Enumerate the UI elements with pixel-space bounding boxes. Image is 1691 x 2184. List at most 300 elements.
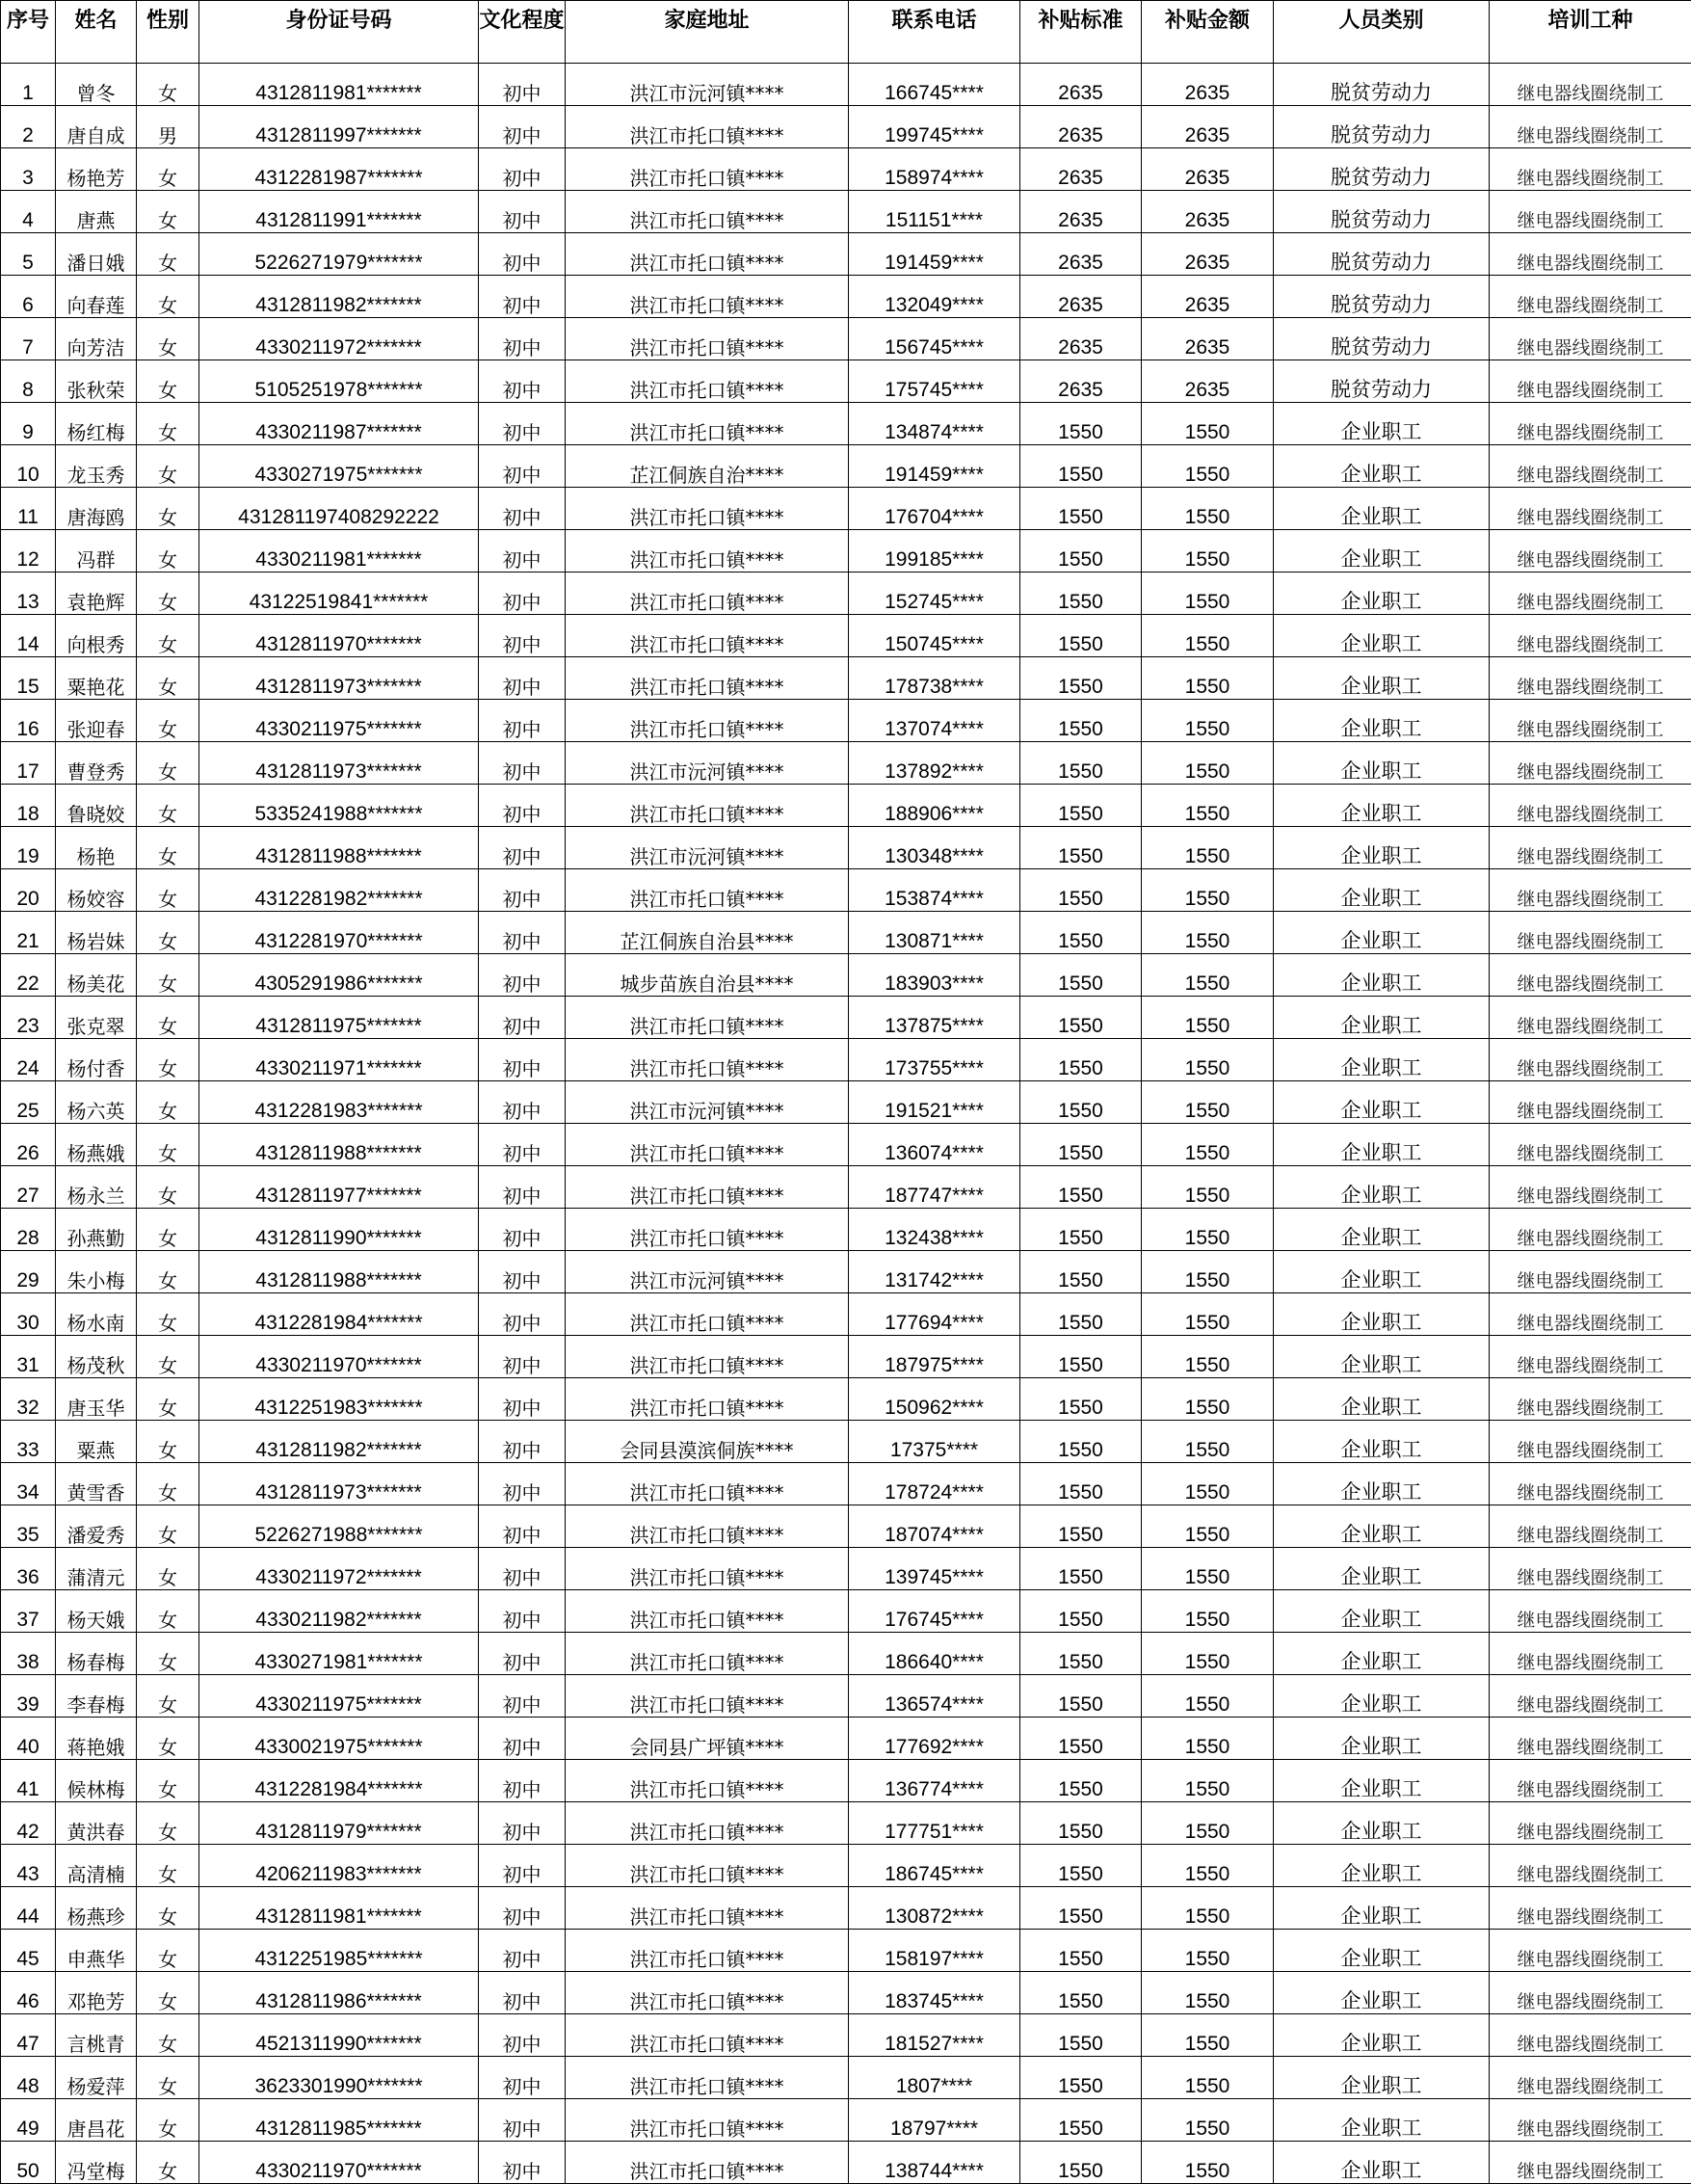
education-cell: 初中 xyxy=(479,530,566,573)
education-cell: 初中 xyxy=(479,954,566,997)
education-cell: 初中 xyxy=(479,1081,566,1124)
education-cell: 初中 xyxy=(479,360,566,403)
subsidy-standard-cell: 2635 xyxy=(1020,276,1142,318)
trade-cell: 继电器线圈绕制工 xyxy=(1490,318,1691,360)
id-number-cell: 43122519841******* xyxy=(199,573,479,615)
trade-cell: 继电器线圈绕制工 xyxy=(1490,1463,1691,1505)
education-cell: 初中 xyxy=(479,1421,566,1463)
trade-cell: 继电器线圈绕制工 xyxy=(1490,403,1691,445)
subsidy-standard-cell: 1550 xyxy=(1020,2142,1142,2184)
trade-cell: 继电器线圈绕制工 xyxy=(1490,1548,1691,1590)
gender-cell: 女 xyxy=(137,700,199,742)
name-cell: 杨六英 xyxy=(56,1081,137,1124)
trade-cell: 继电器线圈绕制工 xyxy=(1490,1972,1691,2014)
subsidy-standard-cell: 1550 xyxy=(1020,997,1142,1039)
gender-cell: 女 xyxy=(137,1421,199,1463)
trade-cell: 继电器线圈绕制工 xyxy=(1490,2099,1691,2142)
table-row xyxy=(1,148,1691,191)
phone-cell: 130348**** xyxy=(849,827,1020,869)
subsidy-standard-cell: 1550 xyxy=(1020,1166,1142,1209)
trade-cell: 继电器线圈绕制工 xyxy=(1490,1209,1691,1251)
subsidy-amount-cell: 1550 xyxy=(1142,657,1274,700)
id-number-cell: 4330211981******* xyxy=(199,530,479,573)
gender-cell: 女 xyxy=(137,869,199,912)
id-number-cell: 4312811973******* xyxy=(199,742,479,785)
address-cell: 洪江市托口镇**** xyxy=(566,1845,849,1887)
category-cell: 企业职工 xyxy=(1274,2099,1490,2142)
education-cell: 初中 xyxy=(479,1039,566,1081)
education-cell: 初中 xyxy=(479,191,566,233)
category-cell: 企业职工 xyxy=(1274,1251,1490,1293)
subsidy-amount-cell: 1550 xyxy=(1142,997,1274,1039)
phone-cell: 158974**** xyxy=(849,148,1020,191)
name-cell: 杨付香 xyxy=(56,1039,137,1081)
education-cell: 初中 xyxy=(479,742,566,785)
name-cell: 粟艳花 xyxy=(56,657,137,700)
subsidy-amount-cell: 1550 xyxy=(1142,1251,1274,1293)
subsidy-standard-cell: 1550 xyxy=(1020,1548,1142,1590)
gender-cell: 女 xyxy=(137,742,199,785)
index-cell: 26 xyxy=(1,1124,56,1166)
index-cell: 42 xyxy=(1,1802,56,1845)
trade-cell: 继电器线圈绕制工 xyxy=(1490,2142,1691,2184)
index-cell: 36 xyxy=(1,1548,56,1590)
name-cell: 唐自成 xyxy=(56,106,137,148)
trade-cell: 继电器线圈绕制工 xyxy=(1490,276,1691,318)
id-number-cell: 4312811985******* xyxy=(199,2099,479,2142)
category-cell: 企业职工 xyxy=(1274,1675,1490,1718)
subsidy-amount-cell: 1550 xyxy=(1142,2142,1274,2184)
table-row xyxy=(1,1802,1691,1845)
trade-cell: 继电器线圈绕制工 xyxy=(1490,827,1691,869)
category-cell: 企业职工 xyxy=(1274,657,1490,700)
table-row xyxy=(1,1845,1691,1887)
table-row xyxy=(1,1887,1691,1930)
phone-cell: 158197**** xyxy=(849,1930,1020,1972)
gender-cell: 女 xyxy=(137,1293,199,1336)
index-cell: 5 xyxy=(1,233,56,276)
id-number-cell: 4312811975******* xyxy=(199,997,479,1039)
gender-cell: 女 xyxy=(137,530,199,573)
address-cell: 洪江市托口镇**** xyxy=(566,360,849,403)
name-cell: 李春梅 xyxy=(56,1675,137,1718)
category-cell: 企业职工 xyxy=(1274,1972,1490,2014)
header-id-number: 身份证号码 xyxy=(199,1,479,64)
id-number-cell: 4312811970******* xyxy=(199,615,479,657)
table-row xyxy=(1,64,1691,106)
subsidy-amount-cell: 2635 xyxy=(1142,191,1274,233)
trade-cell: 继电器线圈绕制工 xyxy=(1490,1124,1691,1166)
address-cell: 洪江市托口镇**** xyxy=(566,276,849,318)
address-cell: 洪江市托口镇**** xyxy=(566,1166,849,1209)
index-cell: 39 xyxy=(1,1675,56,1718)
trade-cell: 继电器线圈绕制工 xyxy=(1490,869,1691,912)
name-cell: 袁艳辉 xyxy=(56,573,137,615)
name-cell: 粟燕 xyxy=(56,1421,137,1463)
address-cell: 洪江市托口镇**** xyxy=(566,785,849,827)
gender-cell: 女 xyxy=(137,1760,199,1802)
address-cell: 洪江市托口镇**** xyxy=(566,530,849,573)
id-number-cell: 5226271979******* xyxy=(199,233,479,276)
phone-cell: 191459**** xyxy=(849,233,1020,276)
subsidy-amount-cell: 1550 xyxy=(1142,742,1274,785)
phone-cell: 186745**** xyxy=(849,1845,1020,1887)
gender-cell: 女 xyxy=(137,1802,199,1845)
name-cell: 唐燕 xyxy=(56,191,137,233)
category-cell: 企业职工 xyxy=(1274,530,1490,573)
id-number-cell: 4312281982******* xyxy=(199,869,479,912)
address-cell: 洪江市托口镇**** xyxy=(566,191,849,233)
education-cell: 初中 xyxy=(479,785,566,827)
gender-cell: 女 xyxy=(137,2057,199,2099)
trade-cell: 继电器线圈绕制工 xyxy=(1490,1760,1691,1802)
category-cell: 企业职工 xyxy=(1274,1887,1490,1930)
address-cell: 洪江市托口镇**** xyxy=(566,1887,849,1930)
education-cell: 初中 xyxy=(479,1887,566,1930)
phone-cell: 130871**** xyxy=(849,912,1020,954)
trade-cell: 继电器线圈绕制工 xyxy=(1490,1166,1691,1209)
id-number-cell: 4330211972******* xyxy=(199,1548,479,1590)
table-row xyxy=(1,2057,1691,2099)
subsidy-amount-cell: 1550 xyxy=(1142,1463,1274,1505)
subsidy-amount-cell: 1550 xyxy=(1142,530,1274,573)
index-cell: 19 xyxy=(1,827,56,869)
index-cell: 33 xyxy=(1,1421,56,1463)
address-cell: 洪江市托口镇**** xyxy=(566,657,849,700)
category-cell: 脱贫劳动力 xyxy=(1274,64,1490,106)
gender-cell: 女 xyxy=(137,1039,199,1081)
phone-cell: 178738**** xyxy=(849,657,1020,700)
id-number-cell: 4312281984******* xyxy=(199,1760,479,1802)
subsidy-standard-cell: 1550 xyxy=(1020,954,1142,997)
id-number-cell: 4312811982******* xyxy=(199,1421,479,1463)
index-cell: 4 xyxy=(1,191,56,233)
index-cell: 17 xyxy=(1,742,56,785)
address-cell: 洪江市托口镇**** xyxy=(566,869,849,912)
trade-cell: 继电器线圈绕制工 xyxy=(1490,64,1691,106)
trade-cell: 继电器线圈绕制工 xyxy=(1490,742,1691,785)
phone-cell: 181527**** xyxy=(849,2014,1020,2057)
trade-cell: 继电器线圈绕制工 xyxy=(1490,1039,1691,1081)
education-cell: 初中 xyxy=(479,1972,566,2014)
gender-cell: 女 xyxy=(137,1845,199,1887)
category-cell: 企业职工 xyxy=(1274,954,1490,997)
header-row xyxy=(1,1,1691,64)
education-cell: 初中 xyxy=(479,445,566,488)
id-number-cell: 4312811982******* xyxy=(199,276,479,318)
gender-cell: 女 xyxy=(137,1590,199,1633)
id-number-cell: 3623301990******* xyxy=(199,2057,479,2099)
table-row xyxy=(1,2014,1691,2057)
trade-cell: 继电器线圈绕制工 xyxy=(1490,700,1691,742)
id-number-cell: 4330211975******* xyxy=(199,1675,479,1718)
address-cell: 洪江市托口镇**** xyxy=(566,1209,849,1251)
category-cell: 企业职工 xyxy=(1274,1463,1490,1505)
table-row xyxy=(1,233,1691,276)
id-number-cell: 4312811986******* xyxy=(199,1972,479,2014)
education-cell: 初中 xyxy=(479,403,566,445)
index-cell: 14 xyxy=(1,615,56,657)
phone-cell: 152745**** xyxy=(849,573,1020,615)
name-cell: 向芳洁 xyxy=(56,318,137,360)
subsidy-standard-cell: 1550 xyxy=(1020,1590,1142,1633)
subsidy-standard-cell: 1550 xyxy=(1020,2057,1142,2099)
subsidy-amount-cell: 1550 xyxy=(1142,700,1274,742)
gender-cell: 女 xyxy=(137,1972,199,2014)
subsidy-standard-cell: 1550 xyxy=(1020,700,1142,742)
name-cell: 张迎春 xyxy=(56,700,137,742)
phone-cell: 177692**** xyxy=(849,1718,1020,1760)
education-cell: 初中 xyxy=(479,2057,566,2099)
gender-cell: 女 xyxy=(137,1675,199,1718)
id-number-cell: 4312281983******* xyxy=(199,1081,479,1124)
gender-cell: 女 xyxy=(137,785,199,827)
subsidy-amount-cell: 1550 xyxy=(1142,1760,1274,1802)
table-row xyxy=(1,276,1691,318)
category-cell: 企业职工 xyxy=(1274,1209,1490,1251)
name-cell: 唐昌花 xyxy=(56,2099,137,2142)
address-cell: 洪江市托口镇**** xyxy=(566,403,849,445)
address-cell: 洪江市托口镇**** xyxy=(566,148,849,191)
name-cell: 杨美花 xyxy=(56,954,137,997)
address-cell: 芷江侗族自治**** xyxy=(566,445,849,488)
index-cell: 13 xyxy=(1,573,56,615)
subsidy-amount-cell: 1550 xyxy=(1142,573,1274,615)
category-cell: 企业职工 xyxy=(1274,1293,1490,1336)
name-cell: 杨燕珍 xyxy=(56,1887,137,1930)
header-name: 姓名 xyxy=(56,1,137,64)
subsidy-standard-cell: 1550 xyxy=(1020,912,1142,954)
phone-cell: 199185**** xyxy=(849,530,1020,573)
category-cell: 企业职工 xyxy=(1274,1124,1490,1166)
subsidy-amount-cell: 1550 xyxy=(1142,1209,1274,1251)
index-cell: 16 xyxy=(1,700,56,742)
subsidy-amount-cell: 1550 xyxy=(1142,1802,1274,1845)
phone-cell: 130872**** xyxy=(849,1887,1020,1930)
trade-cell: 继电器线圈绕制工 xyxy=(1490,785,1691,827)
gender-cell: 女 xyxy=(137,997,199,1039)
trade-cell: 继电器线圈绕制工 xyxy=(1490,2014,1691,2057)
table-row xyxy=(1,530,1691,573)
address-cell: 洪江市托口镇**** xyxy=(566,997,849,1039)
id-number-cell: 4330211975******* xyxy=(199,700,479,742)
table-row xyxy=(1,742,1691,785)
index-cell: 49 xyxy=(1,2099,56,2142)
trade-cell: 继电器线圈绕制工 xyxy=(1490,360,1691,403)
gender-cell: 女 xyxy=(137,1336,199,1378)
subsidy-standard-cell: 1550 xyxy=(1020,445,1142,488)
phone-cell: 18797**** xyxy=(849,2099,1020,2142)
index-cell: 32 xyxy=(1,1378,56,1421)
id-number-cell: 4330271981******* xyxy=(199,1633,479,1675)
name-cell: 孙燕勤 xyxy=(56,1209,137,1251)
gender-cell: 女 xyxy=(137,64,199,106)
id-number-cell: 4330021975******* xyxy=(199,1718,479,1760)
id-number-cell: 4312251983******* xyxy=(199,1378,479,1421)
table-row xyxy=(1,488,1691,530)
trade-cell: 继电器线圈绕制工 xyxy=(1490,1930,1691,1972)
index-cell: 22 xyxy=(1,954,56,997)
name-cell: 鲁晓姣 xyxy=(56,785,137,827)
address-cell: 洪江市托口镇**** xyxy=(566,1548,849,1590)
table-row xyxy=(1,1930,1691,1972)
phone-cell: 187747**** xyxy=(849,1166,1020,1209)
trade-cell: 继电器线圈绕制工 xyxy=(1490,1802,1691,1845)
education-cell: 初中 xyxy=(479,1760,566,1802)
subsidy-amount-cell: 1550 xyxy=(1142,869,1274,912)
name-cell: 杨岩妹 xyxy=(56,912,137,954)
subsidy-amount-cell: 1550 xyxy=(1142,1887,1274,1930)
table-row xyxy=(1,1251,1691,1293)
category-cell: 企业职工 xyxy=(1274,869,1490,912)
table-row xyxy=(1,360,1691,403)
trade-cell: 继电器线圈绕制工 xyxy=(1490,1336,1691,1378)
trade-cell: 继电器线圈绕制工 xyxy=(1490,191,1691,233)
trade-cell: 继电器线圈绕制工 xyxy=(1490,106,1691,148)
table-row xyxy=(1,2142,1691,2184)
phone-cell: 139745**** xyxy=(849,1548,1020,1590)
id-number-cell: 4330211987******* xyxy=(199,403,479,445)
education-cell: 初中 xyxy=(479,2099,566,2142)
id-number-cell: 431281197408292222 xyxy=(199,488,479,530)
id-number-cell: 4312811977******* xyxy=(199,1166,479,1209)
name-cell: 冯堂梅 xyxy=(56,2142,137,2184)
header-address: 家庭地址 xyxy=(566,1,849,64)
phone-cell: 136074**** xyxy=(849,1124,1020,1166)
index-cell: 7 xyxy=(1,318,56,360)
phone-cell: 177694**** xyxy=(849,1293,1020,1336)
subsidy-amount-cell: 1550 xyxy=(1142,1930,1274,1972)
gender-cell: 女 xyxy=(137,191,199,233)
table-row xyxy=(1,700,1691,742)
subsidy-amount-cell: 2635 xyxy=(1142,233,1274,276)
phone-cell: 176704**** xyxy=(849,488,1020,530)
subsidy-standard-cell: 1550 xyxy=(1020,1336,1142,1378)
subsidy-standard-cell: 1550 xyxy=(1020,1760,1142,1802)
education-cell: 初中 xyxy=(479,1251,566,1293)
phone-cell: 199745**** xyxy=(849,106,1020,148)
name-cell: 杨爱萍 xyxy=(56,2057,137,2099)
table-row xyxy=(1,1505,1691,1548)
gender-cell: 女 xyxy=(137,573,199,615)
header-phone: 联系电话 xyxy=(849,1,1020,64)
trade-cell: 继电器线圈绕制工 xyxy=(1490,997,1691,1039)
category-cell: 企业职工 xyxy=(1274,827,1490,869)
address-cell: 洪江市托口镇**** xyxy=(566,2142,849,2184)
index-cell: 20 xyxy=(1,869,56,912)
trade-cell: 继电器线圈绕制工 xyxy=(1490,445,1691,488)
address-cell: 洪江市托口镇**** xyxy=(566,318,849,360)
gender-cell: 女 xyxy=(137,657,199,700)
phone-cell: 132049**** xyxy=(849,276,1020,318)
gender-cell: 女 xyxy=(137,1378,199,1421)
name-cell: 黄雪香 xyxy=(56,1463,137,1505)
phone-cell: 178724**** xyxy=(849,1463,1020,1505)
phone-cell: 188906**** xyxy=(849,785,1020,827)
phone-cell: 137875**** xyxy=(849,997,1020,1039)
subsidy-standard-cell: 2635 xyxy=(1020,191,1142,233)
gender-cell: 女 xyxy=(137,615,199,657)
index-cell: 21 xyxy=(1,912,56,954)
address-cell: 洪江市托口镇**** xyxy=(566,1039,849,1081)
education-cell: 初中 xyxy=(479,1124,566,1166)
education-cell: 初中 xyxy=(479,573,566,615)
address-cell: 洪江市托口镇**** xyxy=(566,615,849,657)
table-row xyxy=(1,445,1691,488)
phone-cell: 191521**** xyxy=(849,1081,1020,1124)
category-cell: 脱贫劳动力 xyxy=(1274,148,1490,191)
table-row xyxy=(1,106,1691,148)
phone-cell: 151151**** xyxy=(849,191,1020,233)
category-cell: 企业职工 xyxy=(1274,488,1490,530)
table-row xyxy=(1,318,1691,360)
subsidy-amount-cell: 1550 xyxy=(1142,785,1274,827)
id-number-cell: 4312811973******* xyxy=(199,657,479,700)
table-row xyxy=(1,1293,1691,1336)
table-row xyxy=(1,657,1691,700)
address-cell: 洪江市托口镇**** xyxy=(566,2099,849,2142)
phone-cell: 175745**** xyxy=(849,360,1020,403)
index-cell: 23 xyxy=(1,997,56,1039)
index-cell: 43 xyxy=(1,1845,56,1887)
address-cell: 洪江市托口镇**** xyxy=(566,2014,849,2057)
gender-cell: 女 xyxy=(137,318,199,360)
phone-cell: 183745**** xyxy=(849,1972,1020,2014)
name-cell: 潘日娥 xyxy=(56,233,137,276)
category-cell: 脱贫劳动力 xyxy=(1274,276,1490,318)
table-row xyxy=(1,1718,1691,1760)
category-cell: 企业职工 xyxy=(1274,1378,1490,1421)
subsidy-amount-cell: 1550 xyxy=(1142,488,1274,530)
trade-cell: 继电器线圈绕制工 xyxy=(1490,2057,1691,2099)
trade-cell: 继电器线圈绕制工 xyxy=(1490,1845,1691,1887)
gender-cell: 女 xyxy=(137,1209,199,1251)
address-cell: 洪江市托口镇**** xyxy=(566,1463,849,1505)
education-cell: 初中 xyxy=(479,64,566,106)
trade-cell: 继电器线圈绕制工 xyxy=(1490,1251,1691,1293)
subsidy-standard-cell: 1550 xyxy=(1020,1251,1142,1293)
header-index: 序号 xyxy=(1,1,56,64)
address-cell: 洪江市托口镇**** xyxy=(566,1124,849,1166)
name-cell: 龙玉秀 xyxy=(56,445,137,488)
gender-cell: 女 xyxy=(137,1887,199,1930)
id-number-cell: 5335241988******* xyxy=(199,785,479,827)
subsidy-standard-cell: 1550 xyxy=(1020,657,1142,700)
table-row xyxy=(1,403,1691,445)
id-number-cell: 4521311990******* xyxy=(199,2014,479,2057)
id-number-cell: 4312811981******* xyxy=(199,1887,479,1930)
subsidy-standard-cell: 1550 xyxy=(1020,1505,1142,1548)
index-cell: 12 xyxy=(1,530,56,573)
gender-cell: 女 xyxy=(137,360,199,403)
category-cell: 企业职工 xyxy=(1274,2057,1490,2099)
index-cell: 28 xyxy=(1,1209,56,1251)
subsidy-standard-cell: 1550 xyxy=(1020,1378,1142,1421)
table-row xyxy=(1,1421,1691,1463)
name-cell: 杨红梅 xyxy=(56,403,137,445)
subsidy-amount-cell: 1550 xyxy=(1142,1293,1274,1336)
category-cell: 企业职工 xyxy=(1274,1718,1490,1760)
education-cell: 初中 xyxy=(479,1675,566,1718)
name-cell: 杨艳芳 xyxy=(56,148,137,191)
name-cell: 申燕华 xyxy=(56,1930,137,1972)
address-cell: 洪江市托口镇**** xyxy=(566,1336,849,1378)
subsidy-standard-cell: 1550 xyxy=(1020,1972,1142,2014)
name-cell: 向根秀 xyxy=(56,615,137,657)
table-row xyxy=(1,191,1691,233)
education-cell: 初中 xyxy=(479,2014,566,2057)
education-cell: 初中 xyxy=(479,1463,566,1505)
